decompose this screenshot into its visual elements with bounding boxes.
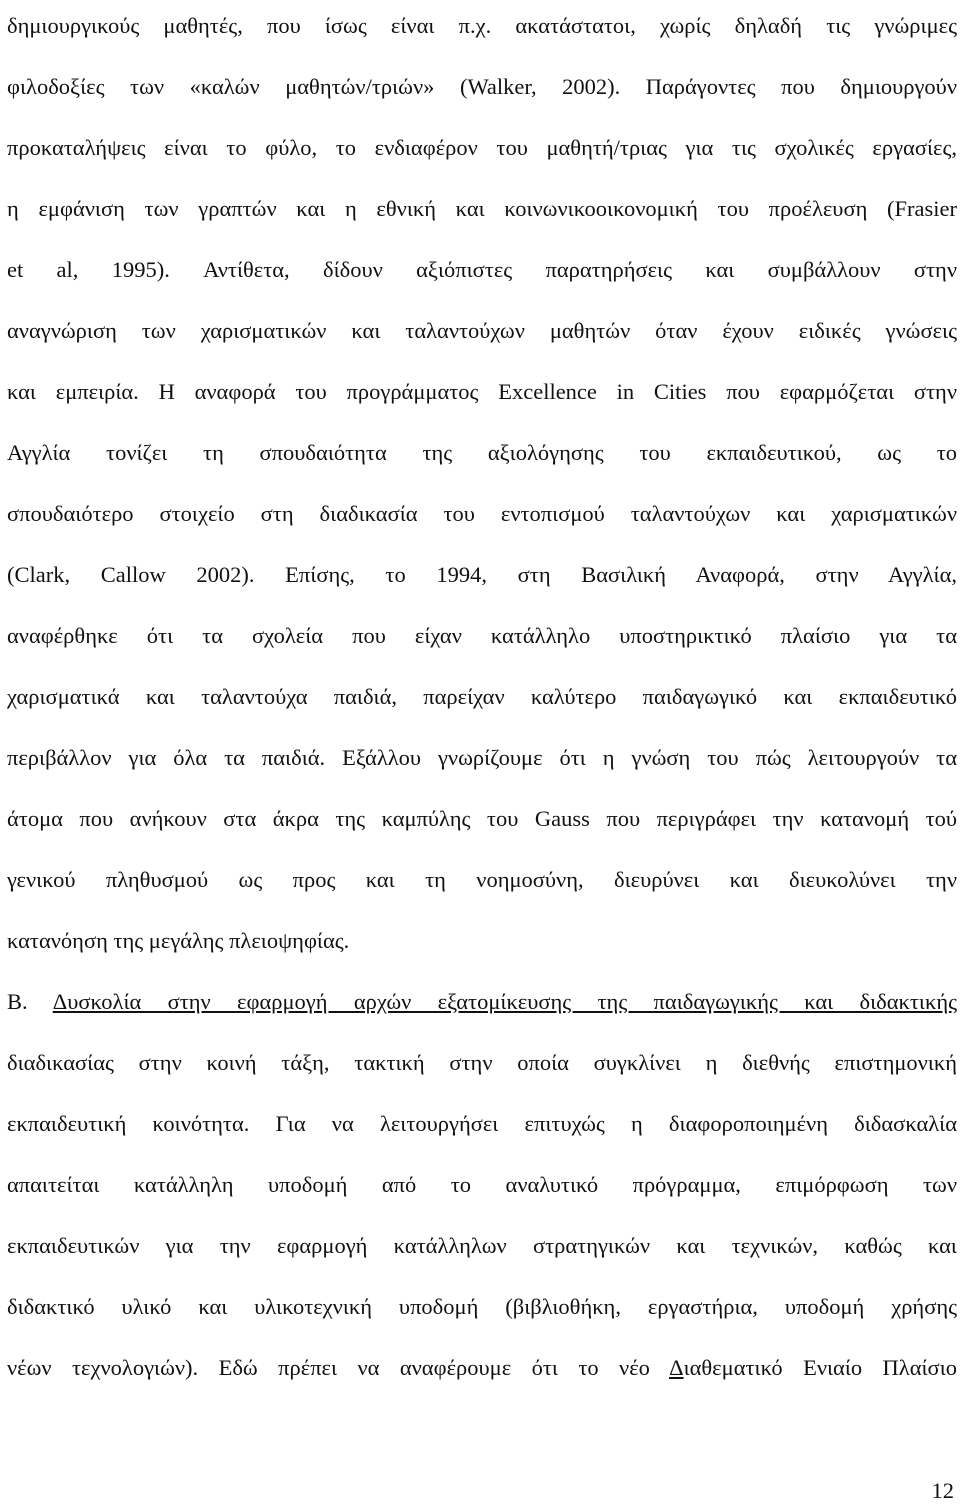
text-segment: δημιουργικούς μαθητές, που ίσως είναι π.χ. ακατάστατοι, χωρίς δηλαδή τις γνώριμες [7, 13, 957, 38]
text-segment: εκπαιδευτική κοινότητα. Για να λειτουργήσει επιτυχώς η διαφοροποιημένη διδασκαλία [7, 1111, 957, 1136]
text-segment: χαρισματικά και ταλαντούχα παιδιά, παρείχαν καλύτερο παιδαγωγικό και εκπαιδευτικό [7, 684, 957, 709]
text-line [7, 1226, 957, 1266]
text-line [7, 433, 957, 473]
text-line [7, 189, 957, 229]
text-line [7, 311, 957, 351]
text-segment: περιβάλλον για όλα τα παιδιά. Εξάλλου γνωρίζουμε ότι η γνώση του πώς λειτουργούν τα [7, 745, 957, 770]
text-segment: ιαθεματικό Ενιαίο Πλαίσιο [683, 1355, 957, 1380]
text-segment: κατανόηση της μεγάλης πλειοψηφίας. [7, 928, 350, 953]
text-segment-underlined: Δ [669, 1355, 684, 1380]
text-segment: και εμπειρία. Η αναφορά του προγράμματος Excellence in Cities που εφαρμόζεται στην [7, 379, 957, 404]
text-segment: διδακτικό υλικό και υλικοτεχνική υποδομή (βιβλιοθήκη, εργαστήρια, υποδομή χρήσης [7, 1294, 957, 1319]
section-heading: Δυσκολία στην εφαρμογή αρχών εξατομίκευσης της παιδαγωγικής και διδακτικής [52, 989, 957, 1014]
text-line [7, 494, 957, 534]
text-line [7, 738, 957, 778]
text-segment: αναγνώριση των χαρισματικών και ταλαντούχων μαθητών όταν έχουν ειδικές γνώσεις [7, 318, 957, 343]
text-line [7, 67, 957, 107]
text-line [7, 1104, 957, 1144]
text-line [7, 372, 957, 412]
text-segment: Αγγλία τονίζει τη σπουδαιότητα της αξιολόγησης του εκπαιδευτικού, ως το [7, 440, 957, 465]
page-number: 12 [931, 1478, 954, 1503]
text-line [7, 616, 957, 656]
text-segment: νέων τεχνολογιών). Εδώ πρέπει να αναφέρουμε ότι το νέο [7, 1355, 670, 1380]
section-label: Β. [7, 989, 53, 1014]
text-segment: εκπαιδευτικών για την εφαρμογή κατάλληλων στρατηγικών και τεχνικών, καθώς και [7, 1233, 957, 1258]
text-line [7, 6, 957, 46]
text-segment: προκαταλήψεις είναι το φύλο, το ενδιαφέρον του μαθητή/τριας για τις σχολικές εργασίες, [7, 135, 957, 160]
text-segment: διαδικασίας στην κοινή τάξη, τακτική στην οποία συγκλίνει η διεθνής επιστημονική [7, 1050, 957, 1075]
text-line [7, 1287, 957, 1327]
text-segment: γενικού πληθυσμού ως προς και τη νοημοσύνη, διευρύνει και διευκολύνει την [7, 867, 957, 892]
text-segment: άτομα που ανήκουν στα άκρα της καμπύλης του Gauss που περιγράφει την κατανομή τού [7, 806, 957, 831]
text-segment: et al, 1995). Αντίθετα, δίδουν αξιόπιστες παρατηρήσεις και συμβάλλουν στην [7, 257, 957, 282]
text-line [7, 921, 957, 961]
text-segment: σπουδαιότερο στοιχείο στη διαδικασία του εντοπισμού ταλαντούχων και χαρισματικών [7, 501, 957, 526]
text-line [7, 677, 957, 717]
text-line [7, 860, 957, 900]
text-line [7, 1165, 957, 1205]
text-line [7, 799, 957, 839]
text-line [7, 1043, 957, 1083]
text-line [7, 555, 957, 595]
text-segment: (Clark, Callow 2002). Επίσης, το 1994, στη Βασιλική Αναφορά, στην Αγγλία, [7, 562, 957, 587]
text-segment: η εμφάνιση των γραπτών και η εθνική και κοινωνικοοικονομική του προέλευση (Frasier [7, 196, 957, 221]
text-segment: απαιτείται κατάλληλη υποδομή από το αναλυτικό πρόγραμμα, επιμόρφωση των [7, 1172, 957, 1197]
text-line [7, 1348, 957, 1388]
section-heading-line [7, 982, 957, 1022]
text-segment: φιλοδοξίες των «καλών μαθητών/τριών» (Walker, 2002). Παράγοντες που δημιουργούν [7, 74, 957, 99]
text-line [7, 128, 957, 168]
text-segment: αναφέρθηκε ότι τα σχολεία που είχαν κατάλληλο υποστηρικτικό πλαίσιο για τα [7, 623, 957, 648]
text-line [7, 250, 957, 290]
